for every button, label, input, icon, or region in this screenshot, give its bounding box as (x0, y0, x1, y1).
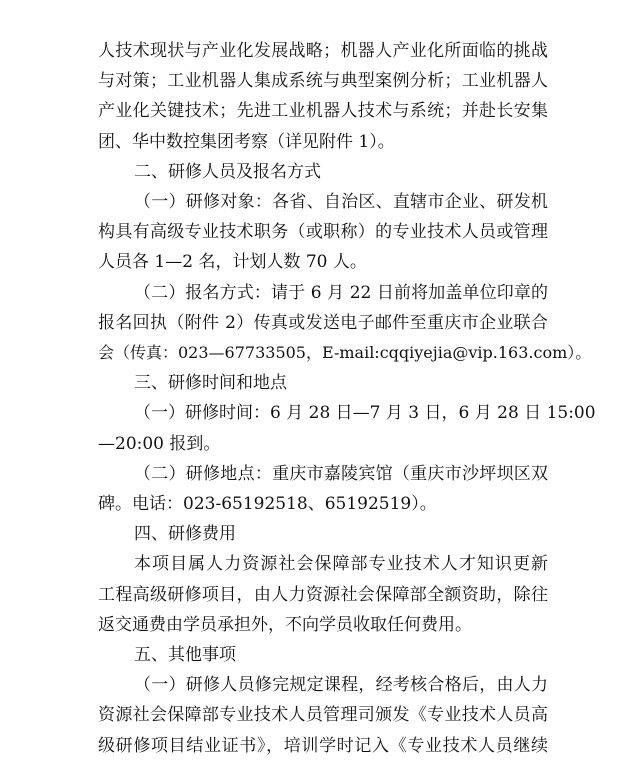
body-line: 级研修项目结业证书》，培训学时记入《专业技术人员继续 (98, 736, 548, 756)
body-line: 工程高级研修项目，由人力资源社会保障部全额资助，除往 (98, 585, 548, 605)
body-line: 碑。电话：023-65192518、65192519）。 (98, 494, 437, 514)
body-line: （二）研修地点：重庆市嘉陵宾馆（重庆市沙坪坝区双 (134, 464, 548, 484)
body-line: 资源社会保障部专业技术人员管理司颁发《专业技术人员高 (98, 705, 548, 725)
section-heading: 四、研修费用 (134, 524, 236, 544)
body-line: 报名回执（附件 2）传真或发送电子邮件至重庆市企业联合 (98, 313, 548, 333)
body-line: （一）研修对象：各省、自治区、直辖市企业、研发机 (134, 192, 548, 212)
section-heading: 二、研修人员及报名方式 (134, 162, 321, 182)
section-heading: 三、研修时间和地点 (134, 373, 287, 393)
body-line: 本项目属人力资源社会保障部专业技术人才知识更新 (134, 554, 548, 574)
body-line: 构具有高级专业技术职务（或职称）的专业技术人员或管理 (98, 222, 548, 242)
body-line: 人技术现状与产业化发展战略；机器人产业化所面临的挑战 (98, 41, 548, 61)
body-line: 返交通费由学员承担外，不向学员收取任何费用。 (98, 615, 472, 635)
body-line: （一）研修时间：6 月 28 日—7 月 3 日，6 月 28 日 15:00 (134, 403, 596, 423)
body-line: 团、华中数控集团考察（详见附件 1）。 (98, 132, 395, 152)
body-line: 与对策；工业机器人集成系统与典型案例分析；工业机器人 (98, 71, 548, 91)
body-line: （一）研修人员修完规定课程，经考核合格后，由人力 (134, 675, 548, 695)
body-line: 人员各 1—2 名，计划人数 70 人。 (98, 252, 367, 272)
body-line: —20:00 报到。 (98, 434, 221, 454)
body-line: 产业化关键技术；先进工业机器人技术与系统；并赴长安集 (98, 101, 548, 121)
section-heading: 五、其他事项 (134, 645, 236, 665)
body-line: （二）报名方式：请于 6 月 22 日前将加盖单位印章的 (134, 283, 548, 303)
body-line: 会（传真：023—67733505，E-mail:cqqiyejia@vip.163.com）。 (98, 343, 592, 362)
